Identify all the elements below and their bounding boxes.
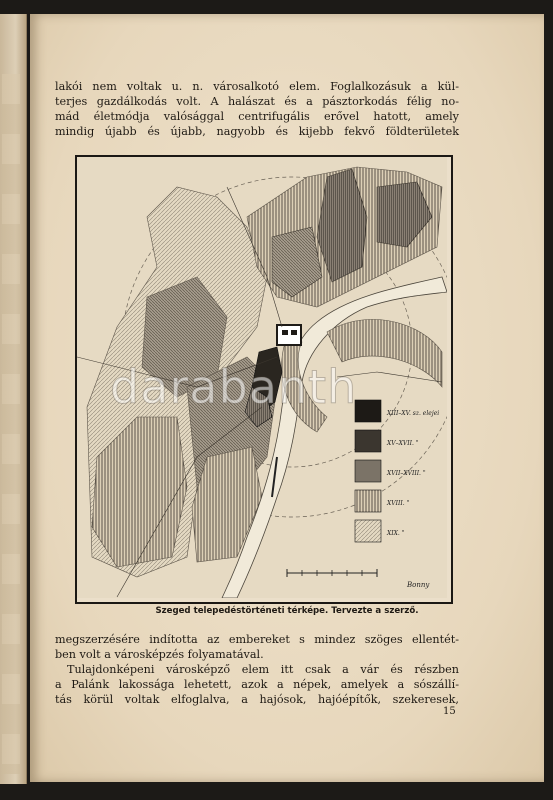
text-line: ben volt a városképzés folyamatával.: [55, 648, 264, 661]
text-line: terjes gazdálkodás volt. A halászat és a pásztorkodás félig no-: [55, 95, 459, 108]
facing-page-edge: [0, 14, 27, 784]
legend-label: XV–XVII. ": [387, 440, 419, 447]
bottom-paragraph: [55, 632, 459, 707]
legend-swatch: [355, 460, 381, 482]
legend-label: XIX. ": [387, 530, 405, 537]
map-signature: Bonny: [407, 581, 430, 589]
page-number: 15: [443, 706, 456, 717]
watermark: darabanth: [110, 360, 358, 414]
legend-swatch: [355, 430, 381, 452]
text-line: lakói nem voltak u. n. városalkotó elem. Foglalkozásuk a kül-: [55, 80, 459, 93]
text-line: mád életmódja valósággal centrifugális erővel hatott, amely: [55, 110, 459, 123]
text-line: a Palánk lakossága lehetett, azok a népek, amelyek a sószállí-: [55, 678, 459, 691]
legend-swatch: [355, 490, 381, 512]
legend-label: XVII–XVIII. ": [387, 470, 426, 477]
text-line: mindig újabb és újabb, nagyobb és kijebb fekvő földterületek: [55, 125, 459, 138]
text-line: tás körül voltak elfoglalva, a hajósok, hajóépítők, szekeresek,: [55, 693, 459, 706]
text-line: Tulajdonképeni városképző elem itt csak a vár és részben: [67, 663, 459, 676]
map-caption: Szeged telepedéstörténeti térképe. Tervezte a szerző.: [155, 606, 419, 616]
legend-swatch: [355, 520, 381, 542]
legend-label: XIII–XV. sz. elejei: [387, 410, 440, 417]
text-line: megszerzésére indította az embereket s mindez szöges ellentét-: [55, 633, 459, 646]
facing-page-texture: [2, 74, 20, 774]
top-paragraph: [55, 79, 459, 139]
legend-label: XVIII. ": [387, 500, 410, 507]
